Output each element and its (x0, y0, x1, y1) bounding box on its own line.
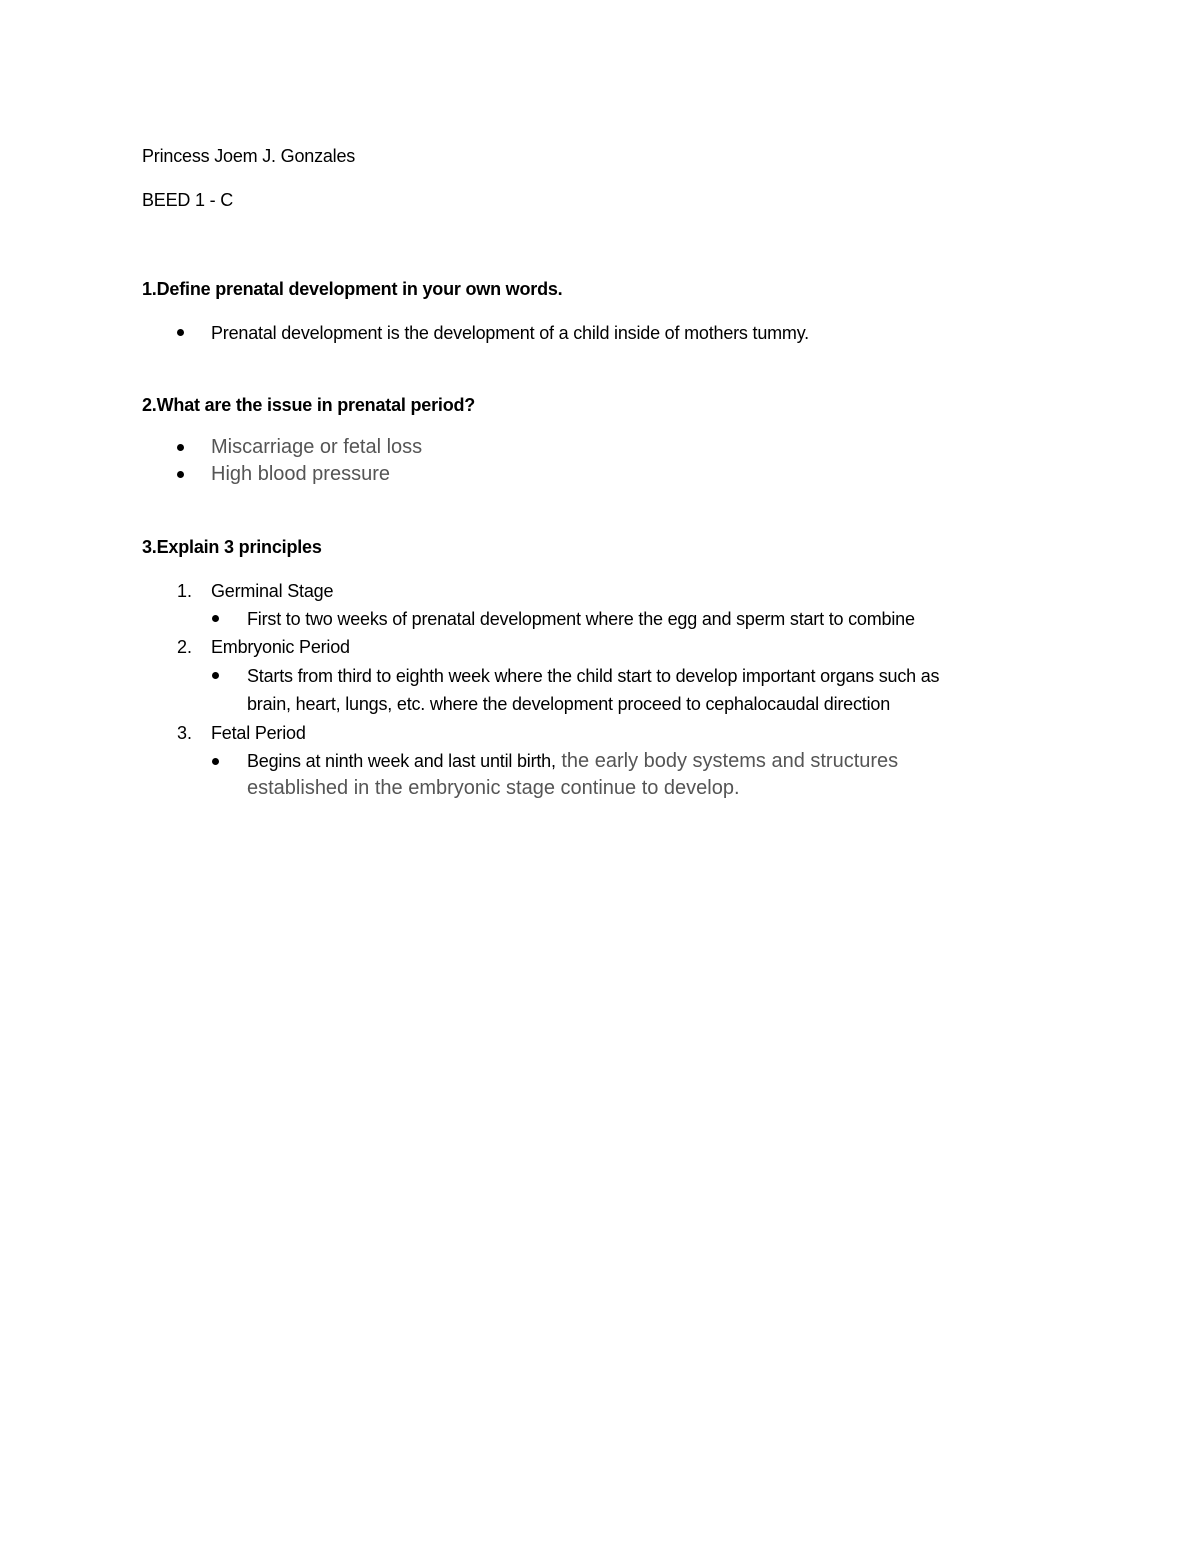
principle-description: Starts from third to eighth week where the child start to develop important organs such as (247, 666, 940, 686)
principle-description: First to two weeks of prenatal development where the egg and sperm start to combine (247, 609, 915, 629)
bullet-icon (177, 444, 184, 451)
principle-title: Fetal Period (211, 723, 306, 743)
bullet-icon (212, 615, 219, 622)
question-2: 2.What are the issue in prenatal period? (142, 395, 476, 415)
principle-title: Germinal Stage (211, 581, 334, 601)
student-course: BEED 1 - C (142, 190, 234, 210)
answer-2-item: High blood pressure (211, 463, 390, 485)
question-1: 1.Define prenatal development in your own words. (142, 279, 563, 299)
answer-2-item: Miscarriage or fetal loss (211, 436, 423, 458)
student-name: Princess Joem J. Gonzales (142, 146, 356, 166)
principle-description: brain, heart, lungs, etc. where the development proceed to cephalocaudal direction (247, 694, 891, 714)
bullet-icon (212, 672, 219, 679)
bullet-icon (177, 329, 184, 336)
principle-description-part: Begins at ninth week and last until birth, (247, 751, 556, 771)
bullet-icon (212, 758, 219, 765)
principle-title: Embryonic Period (211, 637, 350, 657)
principle-description (247, 750, 898, 772)
bullet-icon (177, 471, 184, 478)
list-number: 3. (177, 723, 193, 743)
principle-description-part: the early body systems and structures (555, 750, 899, 772)
principle-description: established in the embryonic stage continue to develop. (247, 777, 740, 799)
list-number: 1. (177, 581, 193, 601)
list-number: 2. (177, 637, 193, 657)
question-3: 3.Explain 3 principles (142, 537, 322, 557)
answer-1: Prenatal development is the development of a child inside of mothers tummy. (211, 323, 809, 343)
